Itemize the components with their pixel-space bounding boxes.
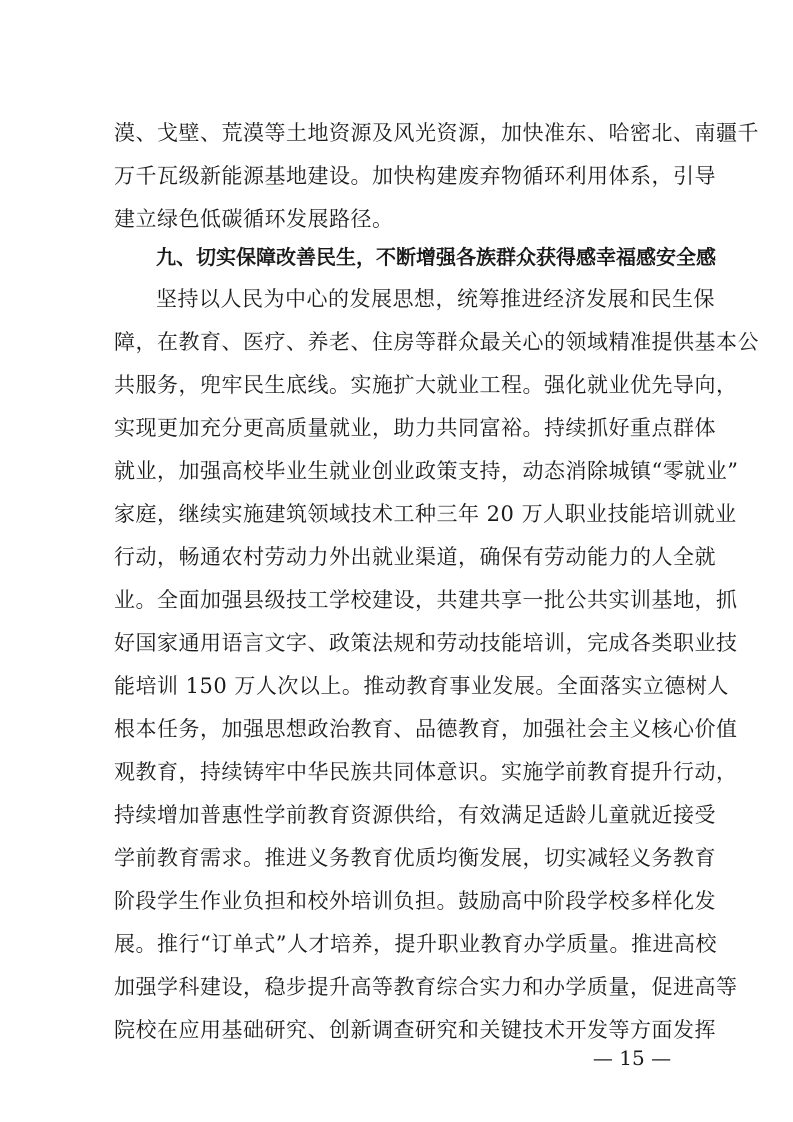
paragraph-line: 能培训 150 万人次以上。推动教育事业发展。全面落实立德树人 [114,674,729,698]
page-number: — 15 — [592,1046,672,1070]
paragraph-line: 根本任务，加强思想政治教育、品德教育，加强社会主义核心价值 [114,717,738,741]
paragraph-line: 阶段学生作业负担和校外培训负担。鼓励高中阶段学校多样化发 [114,889,716,913]
paragraph-line: 院校在应用基础研究、创新调查研究和关键技术开发等方面发挥 [114,1018,716,1042]
paragraph-line: 好国家通用语言文字、政策法规和劳动技能培训，完成各类职业技 [114,631,738,655]
paragraph-line: 行动，畅通农村劳动力外出就业渠道，确保有劳动能力的人全就 [114,545,716,569]
paragraph-line: 障，在教育、医疗、养老、住房等群众最关心的领域精准提供基本公 [114,330,759,354]
paragraph-line: 业。全面加强县级技工学校建设，共建共享一批公共实训基地，抓 [114,588,738,612]
paragraph-line: 观教育，持续铸牢中华民族共同体意识。实施学前教育提升行动， [114,760,738,784]
section-heading: 九、切实保障改善民生，不断增强各族群众获得感幸福感安全感 [156,245,716,269]
paragraph-line: 展。推行“订单式”人才培养，提升职业教育办学质量。推进高校 [114,932,717,956]
paragraph-line: 加强学科建设，稳步提升高等教育综合实力和办学质量，促进高等 [114,975,738,999]
paragraph-line: 持续增加普惠性学前教育资源供给，有效满足适龄儿童就近接受 [114,803,716,827]
paragraph-line: 实现更加充分更高质量就业，助力共同富裕。持续抓好重点群体 [114,416,716,440]
paragraph-line: 学前教育需求。推进义务教育优质均衡发展，切实减轻义务教育 [114,846,716,870]
text-line: 建立绿色低碳循环发展路径。 [114,207,394,231]
paragraph-line: 就业，加强高校毕业生就业创业政策支持，动态消除城镇“零就业” [114,459,739,483]
paragraph-line: 共服务，兜牢民生底线。实施扩大就业工程。强化就业优先导向， [114,373,738,397]
text-line: 漠、戈壁、荒漠等土地资源及风光资源，加快准东、哈密北、南疆千 [114,121,759,145]
paragraph-line: 家庭，继续实施建筑领域技术工种三年 20 万人职业技能培训就业 [114,502,737,526]
paragraph-line: 坚持以人民为中心的发展思想，统筹推进经济发展和民生保 [156,287,715,311]
text-line: 万千瓦级新能源基地建设。加快构建废弃物循环利用体系，引导 [114,164,716,188]
